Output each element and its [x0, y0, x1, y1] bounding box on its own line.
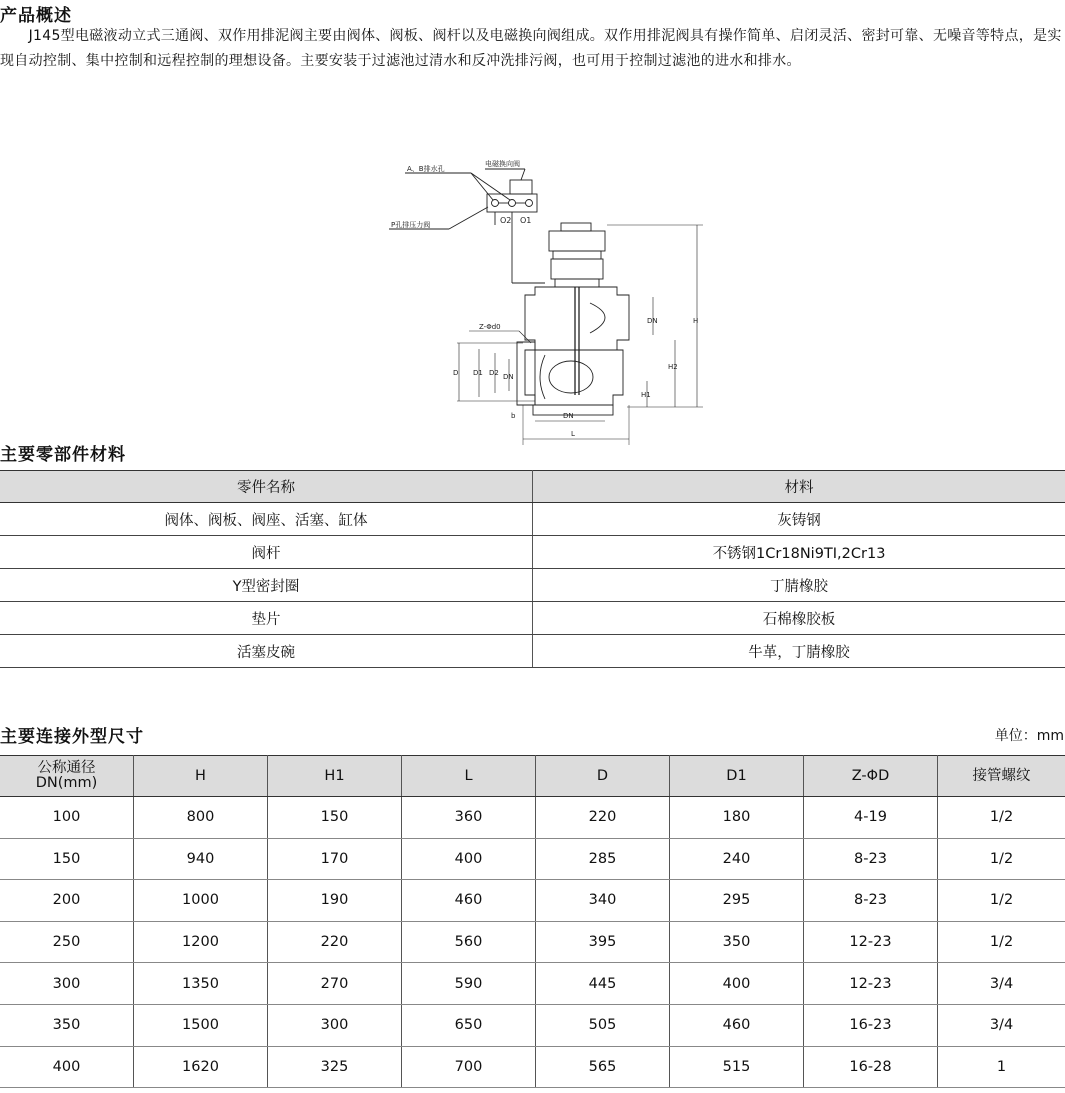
table-row — [0, 963, 1065, 1005]
cell-h1: 325 — [268, 1046, 402, 1088]
materials-header-part: 零件名称 — [0, 471, 533, 503]
material: 不锈钢1Cr18Ni9TI,2Cr13 — [533, 536, 1065, 569]
table-row — [0, 921, 1065, 963]
dim-d: D — [453, 369, 459, 377]
cell-d: 395 — [536, 921, 670, 963]
dim-dn-bottom: DN — [563, 412, 574, 420]
material: 灰铸钢 — [533, 503, 1065, 536]
table-row — [0, 1046, 1065, 1088]
header-d: D — [536, 756, 670, 797]
table-row — [0, 1004, 1065, 1046]
cell-z-phi-d: 4-19 — [804, 797, 938, 839]
header-l: L — [402, 756, 536, 797]
cell-d1: 295 — [670, 880, 804, 922]
cylinder — [551, 259, 603, 279]
materials-header-material: 材料 — [533, 471, 1065, 503]
cell-h: 800 — [134, 797, 268, 839]
cell-d: 285 — [536, 838, 670, 880]
part-name: 垫片 — [0, 602, 533, 635]
dim-dn-left: DN — [503, 373, 514, 381]
header-nominal-diameter: 公称通径 DN(mm) — [0, 756, 134, 797]
cell-l: 400 — [402, 838, 536, 880]
table-row — [0, 797, 1065, 839]
dim-dn-upper: DN — [647, 317, 658, 325]
label-ab-holes: A、B排水孔 — [407, 165, 445, 173]
materials-title: 主要零部件材料 — [0, 445, 126, 465]
cell-h: 1620 — [134, 1046, 268, 1088]
cell-d1: 240 — [670, 838, 804, 880]
header-pipe-thread: 接管螺纹 — [938, 756, 1065, 797]
header-h1: H1 — [268, 756, 402, 797]
cell-l: 560 — [402, 921, 536, 963]
cell-d1: 460 — [670, 1004, 804, 1046]
cell-d1: 350 — [670, 921, 804, 963]
table-row — [0, 880, 1065, 922]
cell-h: 1350 — [134, 963, 268, 1005]
header-h: H — [134, 756, 268, 797]
material: 石棉橡胶板 — [533, 602, 1065, 635]
dim-d2: D2 — [489, 369, 499, 377]
cell-dn: 150 — [0, 838, 134, 880]
cell-z-phi-d: 8-23 — [804, 838, 938, 880]
unit-label: 单位：mm — [994, 728, 1064, 744]
dim-l: L — [571, 430, 575, 438]
header-z-phi-d: Z-ΦD — [804, 756, 938, 797]
header-d1: D1 — [670, 756, 804, 797]
cell-h1: 190 — [268, 880, 402, 922]
cell-l: 700 — [402, 1046, 536, 1088]
part-name: 活塞皮碗 — [0, 635, 533, 668]
cell-l: 590 — [402, 963, 536, 1005]
solenoid-box — [510, 180, 532, 194]
dim-b: b — [511, 412, 516, 420]
cell-pipe-thread: 1 — [938, 1046, 1065, 1088]
cell-dn: 300 — [0, 963, 134, 1005]
cell-l: 360 — [402, 797, 536, 839]
cell-d: 340 — [536, 880, 670, 922]
table-row — [0, 569, 1065, 602]
part-name: 阀体、阀板、阀座、活塞、缸体 — [0, 503, 533, 536]
cell-l: 650 — [402, 1004, 536, 1046]
cell-h1: 150 — [268, 797, 402, 839]
dim-h: H — [693, 317, 699, 325]
cell-z-phi-d: 16-28 — [804, 1046, 938, 1088]
cell-h1: 300 — [268, 1004, 402, 1046]
cell-d1: 515 — [670, 1046, 804, 1088]
part-name: Y型密封圈 — [0, 569, 533, 602]
label-z-phi: Z-Φd0 — [479, 323, 501, 331]
cell-pipe-thread: 1/2 — [938, 921, 1065, 963]
cell-pipe-thread: 1/2 — [938, 880, 1065, 922]
cell-l: 460 — [402, 880, 536, 922]
dim-h1: H1 — [641, 391, 651, 399]
table-row — [0, 602, 1065, 635]
label-o2: O2 — [500, 216, 512, 225]
cell-d1: 400 — [670, 963, 804, 1005]
cell-h1: 270 — [268, 963, 402, 1005]
cell-d: 220 — [536, 797, 670, 839]
dimensions-table — [0, 755, 1065, 1088]
dim-h2: H2 — [668, 363, 678, 371]
cell-h: 940 — [134, 838, 268, 880]
label-solenoid-valve: 电磁换向阀 — [485, 160, 520, 168]
cell-h1: 220 — [268, 921, 402, 963]
cell-dn: 100 — [0, 797, 134, 839]
dim-d1: D1 — [473, 369, 483, 377]
table-row — [0, 536, 1065, 569]
valve-diagram — [385, 155, 715, 450]
cell-dn: 350 — [0, 1004, 134, 1046]
cell-h: 1500 — [134, 1004, 268, 1046]
cell-d: 565 — [536, 1046, 670, 1088]
overview-text: J145型电磁液动立式三通阀、双作用排泥阀主要由阀体、阀板、阀杆以及电磁换向阀组成。双作用排泥阀具有操作简单、启闭灵活、密封可靠、无噪音等特点，是实现自动控制、集中控制和远程控制的理想设备。主要安装于过滤池过清水和反冲洗排污阀，也可用于控制过滤池的进水和排水。 — [0, 28, 1062, 69]
cell-pipe-thread: 3/4 — [938, 1004, 1065, 1046]
materials-table — [0, 470, 1065, 668]
solenoid-base — [487, 194, 537, 212]
table-row — [0, 503, 1065, 536]
cell-pipe-thread: 3/4 — [938, 963, 1065, 1005]
label-p-hole: P孔排压力阀 — [391, 221, 431, 229]
cell-dn: 200 — [0, 880, 134, 922]
material: 丁腈橡胶 — [533, 569, 1065, 602]
cell-z-phi-d: 8-23 — [804, 880, 938, 922]
cell-pipe-thread: 1/2 — [938, 838, 1065, 880]
cell-pipe-thread: 1/2 — [938, 797, 1065, 839]
cell-d: 505 — [536, 1004, 670, 1046]
table-row — [0, 635, 1065, 668]
cell-d: 445 — [536, 963, 670, 1005]
cell-z-phi-d: 12-23 — [804, 963, 938, 1005]
cell-h1: 170 — [268, 838, 402, 880]
cell-h: 1000 — [134, 880, 268, 922]
cell-dn: 400 — [0, 1046, 134, 1088]
overview-title: 产品概述 — [0, 6, 72, 26]
dimensions-title: 主要连接外型尺寸 — [0, 727, 144, 747]
cell-d1: 180 — [670, 797, 804, 839]
table-row — [0, 838, 1065, 880]
label-o1: O1 — [520, 216, 532, 225]
material: 牛革，丁腈橡胶 — [533, 635, 1065, 668]
cell-z-phi-d: 16-23 — [804, 1004, 938, 1046]
cell-h: 1200 — [134, 921, 268, 963]
cell-z-phi-d: 12-23 — [804, 921, 938, 963]
part-name: 阀杆 — [0, 536, 533, 569]
cell-dn: 250 — [0, 921, 134, 963]
